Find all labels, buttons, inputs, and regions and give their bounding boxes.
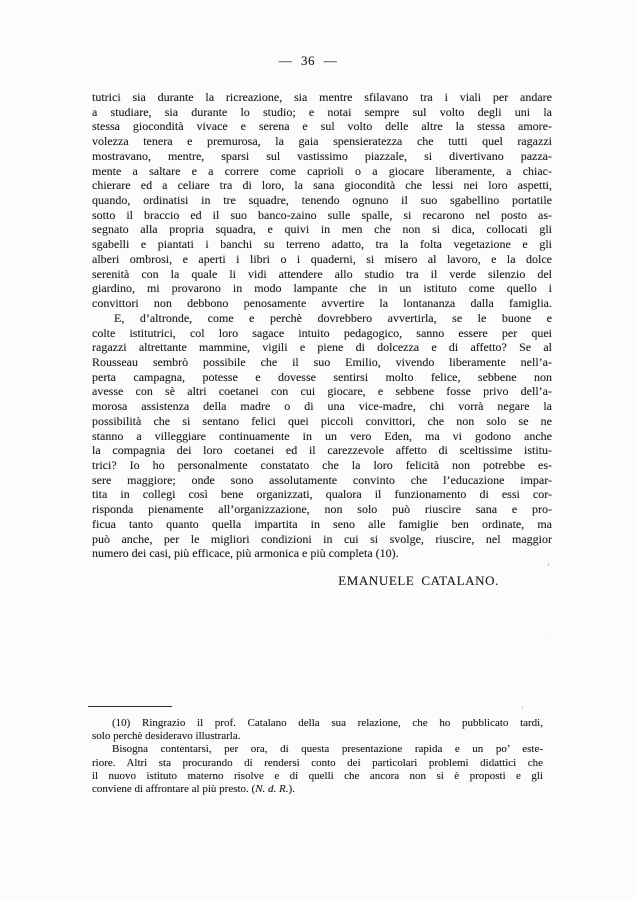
text-line: conviene di affrontare al più presto. (N. d. R.). bbox=[92, 782, 295, 795]
text-line: risponda pienamente all’organizzazione, non solo può riuscire sana e pro- bbox=[92, 502, 552, 517]
text-line: tita in collegi così bene organizzati, qualora il funzionamento di essi cor- bbox=[92, 487, 552, 502]
text-line: volezza tenera e premurosa, la gaia spensieratezza che tutti quel ragazzi bbox=[92, 134, 552, 149]
footnote-separator bbox=[88, 706, 172, 707]
text-line: trici? Io ho personalmente constatato che la loro felicità non potrebbe es- bbox=[92, 457, 552, 472]
text-line: segnato alla propria squadra, e quivi in men che non si dica, collocati gli bbox=[92, 222, 552, 237]
text-line: può anche, per le migliori condizioni in cui si svolge, riuscire, nel maggior bbox=[92, 531, 552, 546]
footnote-paragraph-2 bbox=[92, 743, 543, 796]
text-line: mente a saltare e a correre come caprioli o a giocare liberamente, a chiac- bbox=[92, 163, 552, 178]
text-line: convittori non debbono penosamente avvertire la lontananza dalla famiglia. bbox=[92, 296, 552, 311]
scan-artifact: ’ bbox=[547, 562, 550, 572]
author-signature: EMANUELE CATALANO. bbox=[338, 573, 499, 588]
text-line: giardino, mi provarono in modo lampante che in un istituto come quello i bbox=[92, 281, 552, 296]
text-line: la compagnia dei loro coetanei ed il carezzevole affetto di sceltissime istitu- bbox=[92, 443, 552, 458]
text-line: ficua tanto quanto quella impartita in seno alle famiglie ben ordinate, ma bbox=[92, 516, 552, 531]
text-line: colte istitutrici, col loro sagace intuito pedagogico, sanno essere per quei bbox=[92, 325, 552, 340]
text-line: Rousseau sembrò possibile che il suo Emilio, vivendo liberamente nell’a- bbox=[92, 354, 552, 369]
text-line: Bisogna contentarsi, per ora, di questa presentazione rapida e un po’ este- bbox=[112, 743, 543, 756]
scan-artifact: · bbox=[543, 634, 546, 642]
text-line: numero dei casi, più efficace, più armonica e più completa (10). bbox=[92, 546, 399, 561]
text-line: E, d’altronde, come e perchè dovrebbero avvertirla, se le buone e bbox=[114, 310, 552, 325]
body-text-block bbox=[92, 90, 552, 561]
body-paragraph-1 bbox=[92, 90, 552, 311]
body-paragraph-2 bbox=[92, 311, 552, 561]
page-number: — 36 — bbox=[278, 53, 338, 68]
text-line: sere maggiore; onde sono assolutamente convinto che l’educazione impar- bbox=[92, 472, 552, 487]
text-line: mostravano, mentre, sparsi sul vastissimo piazzale, si divertivano pazza- bbox=[92, 148, 552, 163]
text-line: (10) Ringrazio il prof. Catalano della sua relazione, che ho pubblicato tardi, bbox=[112, 717, 543, 729]
text-line: sgabelli e piantati i banchi su terreno adatto, tra la folta vegetazione e gli bbox=[92, 237, 552, 252]
text-line: serenità con la quale li vidi attendere allo studio tra il verde silenzio del bbox=[92, 266, 552, 281]
text-line: tutrici sia durante la ricreazione, sia mentre sfilavano tra i viali per andare bbox=[92, 90, 552, 104]
footnote-block bbox=[92, 717, 543, 796]
text-line: avesse con sè altri coetanei con cui giocare, e sebbene fosse privo dell’a- bbox=[92, 384, 552, 399]
scan-artifact: ’ bbox=[521, 705, 524, 714]
text-line: ragazzi altrettante mammine, vigili e piene di dolcezza e di affetto? Se al bbox=[92, 340, 552, 355]
text-line: morosa assistenza della madre o di una vice-madre, chi vorrà negare la bbox=[92, 399, 552, 414]
text-line: il nuovo istituto materno risolve e di quelli che ancora non si è proposti e gli bbox=[92, 769, 543, 782]
text-line: quando, ordinatisi in tre squadre, tenendo ognuno il suo sgabellino portatile bbox=[92, 193, 552, 208]
text-line: solo perchè desideravo illustrarla. bbox=[92, 730, 241, 743]
footnote-paragraph-1 bbox=[92, 717, 543, 743]
text-line: possibilità che si sentano felici quei piccoli convittori, che non solo se ne bbox=[92, 413, 552, 428]
text-line: sotto il braccio ed il suo banco-zaino sulle spalle, si recarono nel posto as- bbox=[92, 207, 552, 222]
text-line: alberi ombrosi, e aperti i libri o i quaderni, si misero al lavoro, e la dolce bbox=[92, 251, 552, 266]
text-line: stessa giocondità vivace e serena e sul volto delle altre la stessa amore- bbox=[92, 119, 552, 134]
text-line: perta campagna, potesse e dovesse sentirsi molto felice, sebbene non bbox=[92, 369, 552, 384]
text-line: stanno a villeggiare continuamente in un vero Eden, ma vi godono anche bbox=[92, 428, 552, 443]
text-line: a studiare, sia durante lo studio; e notai sempre sul volto degli uni la bbox=[92, 104, 552, 119]
text-line: riore. Altri sta procurando di rendersi conto dei particolari problemi didattici che bbox=[92, 756, 543, 769]
text-line: chierare ed a celiare tra di loro, la sana giocondità che lessi nei loro aspetti, bbox=[92, 178, 552, 193]
